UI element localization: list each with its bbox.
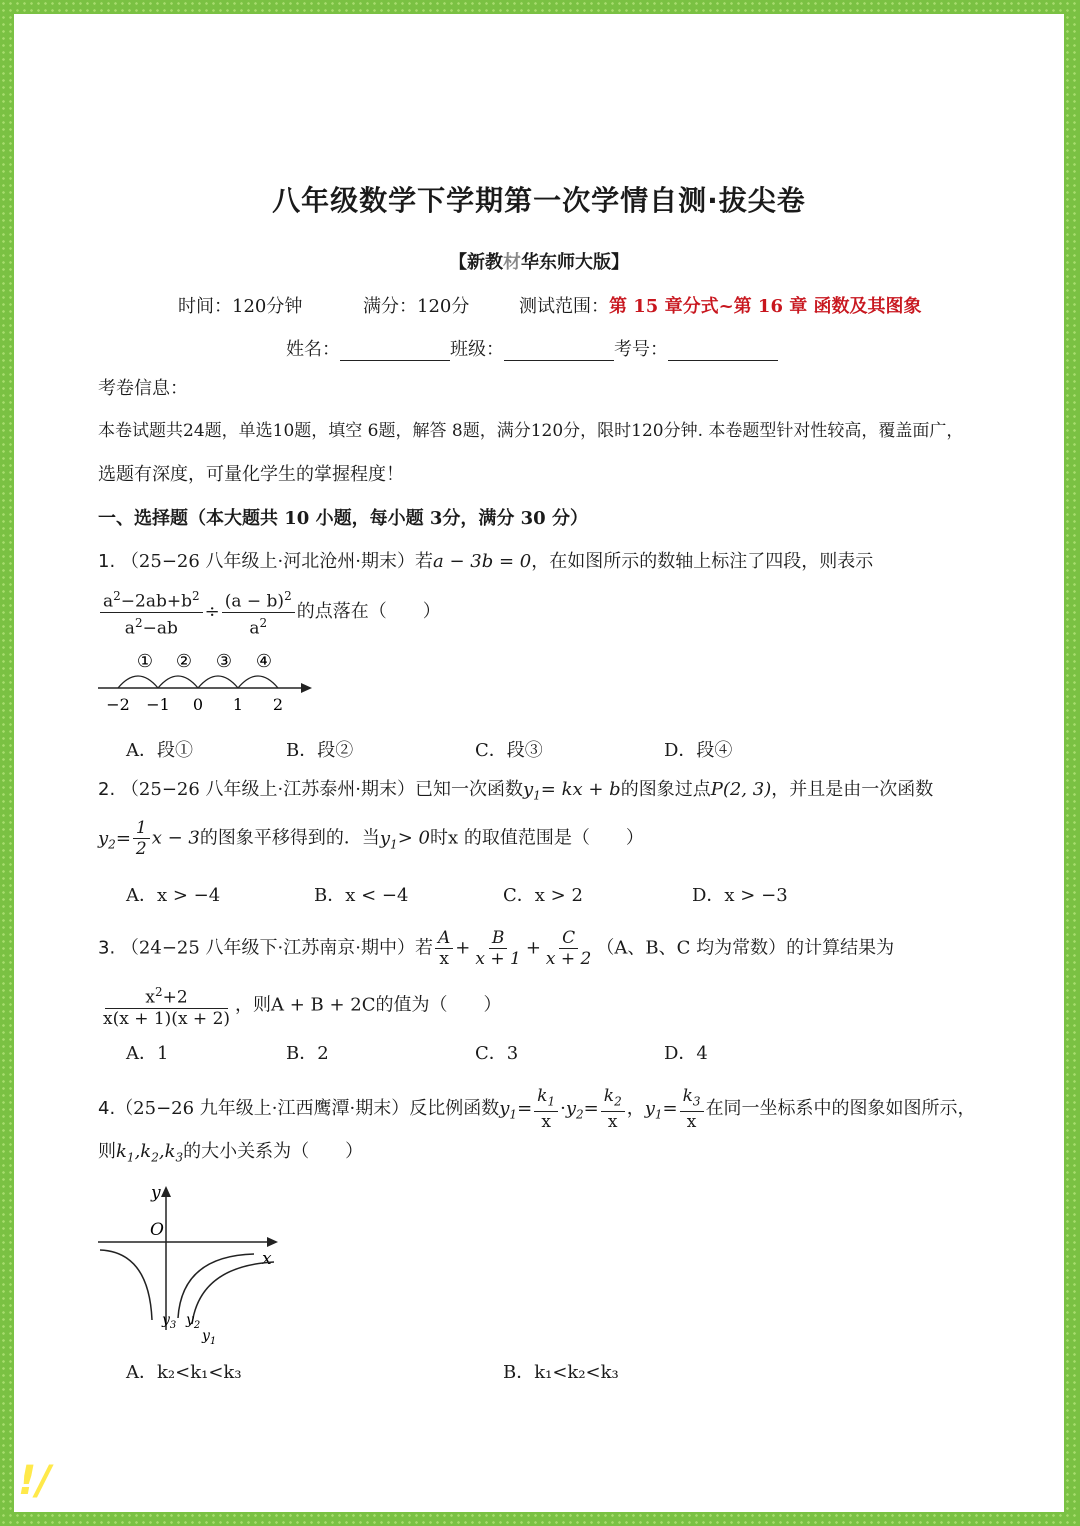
q4-text-1: 在同一坐标系中的图象如图所示， — [705, 1098, 976, 1120]
q4-frac-2: $\frac{k_2}{x}$ — [601, 1086, 625, 1132]
info-heading: 考卷信息： — [98, 378, 188, 399]
segment-label: ② — [175, 651, 193, 672]
q2-option-b[interactable]: B．x < −4 — [314, 885, 409, 906]
question-2-line-1: 2. （25−26 八年级上·江苏泰州·期末）已知一次函数$y_1=$ kx + b的图象过点P(2, 3)，并且是由一次函数 — [98, 779, 934, 803]
curve-y1 — [192, 1262, 274, 1324]
page-title: 八年级数学下学期第一次学情自测·拔尖卷 — [272, 184, 806, 217]
number-line-segment-labels — [137, 651, 272, 672]
segment-label: ④ — [255, 651, 273, 672]
question-2-line-2: $y_2=$ $\frac{1}{2}$ x − 3的图象平移得到的．当$y_1> 0$时x 的取值范围是（ ） — [98, 818, 644, 859]
score-label: 满分：120分 — [363, 296, 470, 317]
curve-y3-left — [100, 1250, 152, 1320]
q4-option-a[interactable]: A．k₂<k₁<k₃ — [126, 1362, 242, 1383]
tick-label: −2 — [106, 695, 130, 714]
q3-option-b[interactable]: B．2 — [286, 1043, 329, 1064]
q4-number: 4. — [98, 1098, 116, 1120]
name-field[interactable] — [340, 342, 450, 361]
q3-number: 3. — [98, 937, 116, 959]
segment-label: ① — [136, 651, 154, 672]
scope-value: 第 15 章分式~第 16 章 函数及其图象 — [609, 296, 922, 317]
question-1-line-1 — [98, 551, 873, 573]
q2-fraction: $\frac{1}{2}$ — [133, 818, 150, 859]
q2-eq1: = kx + b — [540, 779, 621, 800]
graph-x-label: x — [262, 1249, 272, 1269]
q2-text-2: ，并且是由一次函数 — [771, 779, 934, 800]
edition-grey: 材 — [503, 252, 521, 273]
q1-number-line — [94, 646, 334, 716]
q4-source: （25−26 九年级上·江西鹰潭·期末）反比例函数 — [115, 1098, 500, 1120]
question-1-expression: $\frac{a^2-2ab+b^2}{a^2-ab}$ ÷ $\frac{(a - b)^2}{a^2}$ 的点落在（ ） — [98, 586, 441, 638]
q1-fraction-1: $\frac{a^2-2ab+b^2}{a^2-ab}$ — [100, 586, 203, 638]
edition-prefix: 【新教 — [449, 252, 503, 273]
q1-tail: 的点落在（ ） — [296, 601, 441, 623]
q2-option-d[interactable]: D．x > −3 — [692, 885, 788, 906]
q4-text-pre: 则 — [98, 1141, 116, 1162]
q2-text-4: 时 — [429, 827, 448, 849]
tick-label: 2 — [272, 695, 284, 714]
class-label: 班级： — [450, 339, 504, 360]
info-line-2: 选题有深度，可量化学生的掌握程度！ — [98, 464, 404, 485]
edition-suffix: 华东师大版】 — [521, 252, 629, 273]
curve-label-y2: $y_2$ — [186, 1312, 201, 1331]
q4-text-2: 的大小关系为（ ） — [183, 1141, 364, 1162]
q2-condition: > 0 — [397, 827, 430, 849]
q2-text-5: x 的取值范围是（ ） — [447, 827, 644, 849]
q1-condition: a − 3b = 0 — [432, 551, 532, 572]
scope-key: 测试范围： — [519, 296, 609, 317]
graph-y-label: y — [151, 1183, 161, 1203]
section-heading: 一、选择题（本大题共 10 小题，每小题 3分，满分 30 分） — [98, 508, 588, 529]
q2-source: （25−26 八年级上·江苏泰州·期末）已知一次函数 — [120, 779, 523, 800]
q4-frac-3: $\frac{k_3}{x}$ — [680, 1086, 704, 1132]
q1-source: （25−26 八年级上·河北沧州·期末）若 — [120, 551, 433, 572]
q3-option-a[interactable]: A．1 — [126, 1043, 169, 1064]
curve-label-y1: $y_1$ — [202, 1328, 217, 1347]
question-3-line-1: 3. （24−25 八年级下·江苏南京·期中）若 $\frac{A}{x}$ + $\frac{B}{x + 1}$ + $\frac{C}{x + 2}$ （A、B、C 均为常数）的计算结果为 — [98, 928, 895, 969]
q1-option-d[interactable]: D．段④ — [664, 740, 733, 761]
q3-source: （24−25 八年级下·江苏南京·期中）若 — [120, 937, 433, 959]
q1-option-c[interactable]: C．段③ — [475, 740, 543, 761]
info-line-1: 本卷试题共24题，单选10题，填空 6题，解答 8题，满分120分，限时120分钟. 本卷题型针对性较高，覆盖面广， — [98, 421, 964, 441]
tick-label: 1 — [232, 695, 244, 714]
q2-number: 2. — [98, 779, 116, 800]
tick-label: −1 — [146, 695, 170, 714]
q3-text-1: （A、B、C 均为常数）的计算结果为 — [596, 937, 895, 959]
q4-graph — [94, 1180, 294, 1347]
number-line-ticks — [106, 695, 283, 714]
graph-x-arrow — [267, 1237, 278, 1247]
edition-label — [14, 248, 1064, 274]
name-label: 姓名： — [286, 339, 340, 360]
graph-y-arrow — [161, 1186, 171, 1197]
number-line-arcs — [118, 676, 278, 688]
curve-y2 — [178, 1254, 254, 1318]
q3-frac-c: $\frac{C}{x + 2}$ — [545, 928, 592, 969]
q4-frac-1: $\frac{k_1}{x}$ — [534, 1086, 558, 1132]
q4-option-b[interactable]: B．k₁<k₂<k₃ — [503, 1362, 619, 1383]
number-line-arrow — [301, 683, 312, 693]
q2-point: P(2, 3) — [710, 779, 772, 800]
q2-text-3: 的图象平移得到的．当 — [199, 827, 380, 849]
time-label: 时间：120分钟 — [178, 296, 303, 317]
q2-option-a[interactable]: A．x > −4 — [126, 885, 221, 906]
curve-label-y3: $y_3$ — [162, 1312, 177, 1331]
q1-text: ，在如图所示的数轴上标注了四段，则表示 — [531, 551, 874, 572]
q3-option-c[interactable]: C．3 — [475, 1043, 519, 1064]
q1-number: 1. — [98, 551, 116, 572]
q1-option-b[interactable]: B．段② — [286, 740, 354, 761]
q2-text-1: 的图象过点 — [620, 779, 711, 800]
q3-result-fraction: $\frac{x^2+2}{x(x + 1)(x + 2)}$ — [100, 982, 233, 1029]
exam-paper — [14, 14, 1064, 1512]
q3-option-d[interactable]: D．4 — [664, 1043, 708, 1064]
q3-frac-b: $\frac{B}{x + 1}$ — [475, 928, 521, 969]
q2-option-c[interactable]: C．x > 2 — [503, 885, 583, 906]
question-4-line-2: 则$k_1,k_2,k_3$的大小关系为（ ） — [98, 1141, 364, 1165]
scope-label — [519, 292, 922, 318]
brand-logo: !/ — [18, 1458, 51, 1504]
q3-frac-a: $\frac{A}{x}$ — [435, 928, 453, 969]
q1-fraction-2: $\frac{(a - b)^2}{a^2}$ — [222, 586, 295, 638]
id-label: 考号： — [614, 339, 668, 360]
class-field[interactable] — [504, 342, 614, 361]
student-fields — [286, 335, 778, 361]
q3-text-2: ，则A + B + 2C的值为（ ） — [235, 994, 502, 1016]
segment-label: ③ — [215, 651, 233, 672]
q2-eq2: x − 3 — [151, 827, 200, 849]
tick-label: 0 — [192, 695, 204, 714]
q1-option-a[interactable]: A．段① — [126, 740, 193, 761]
question-4-line-1: 4.（25−26 九年级上·江西鹰潭·期末）反比例函数$y_1=$ $\frac{k_1}{x}$ $\cdot y_2=$ $\frac{k_2}{x}$ ，$y_1=$ $\frac{k_3}{x}$ 在同一坐标系中的图象如图所示， — [98, 1086, 976, 1133]
graph-origin-label: O — [150, 1220, 164, 1240]
id-field[interactable] — [668, 342, 778, 361]
question-3-line-2 — [98, 982, 502, 1029]
